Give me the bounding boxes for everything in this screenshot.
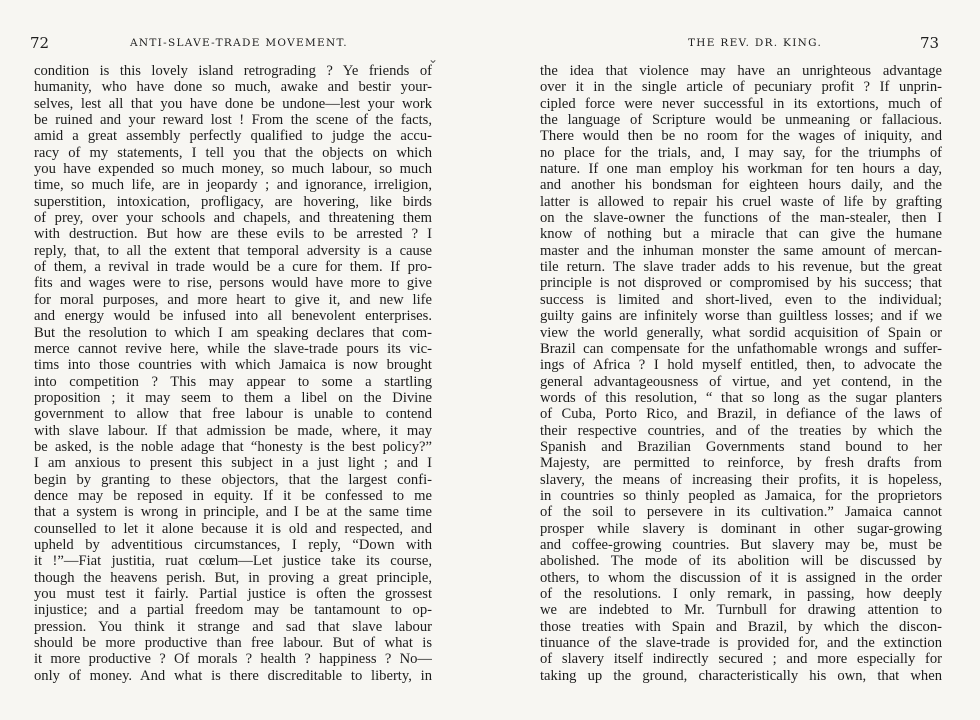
text-line: selves, lest all that you have done be undone—lest your work: [34, 95, 432, 112]
text-line: view the world generally, what sordid acquisition of Spain or: [540, 324, 942, 341]
text-line: and energy would be infused into all benevolent enterprises.: [34, 308, 432, 325]
text-line: be ruined and your reward lost ! From the scene of the facts,: [34, 112, 432, 129]
text-line: the idea that violence may have an unrighteous advantage: [540, 63, 942, 79]
text-line: There would then be no room for the wages of iniquity, and: [540, 128, 942, 145]
text-line: words of this resolution, “ that so long as the sugar planters: [540, 389, 942, 406]
text-line: though the heavens perish. But, in proving a great principle,: [34, 569, 432, 586]
text-line: counselled to let it alone because it is old and respected, and: [34, 520, 432, 537]
text-line: injustice; and a partial freedom may be tantamount to op-: [34, 602, 432, 619]
text-line: nature. If one man employ his workman for ten hours a day,: [540, 161, 942, 178]
text-line: with slave labour. If that admission be made, where, it may: [34, 422, 432, 439]
text-line: we are indebted to Mr. Turnbull for drawing attention to: [540, 602, 942, 619]
text-line: ings of Africa ? I hold myself entitled, then, to advocate the: [540, 357, 942, 374]
text-line: fits and wages were to rise, persons would have more to give: [34, 275, 432, 292]
text-line: others, to whom the discussion of it is assigned in the order: [540, 569, 942, 586]
text-line: you must test it fairly. Partial justice is often the grossest: [34, 586, 432, 602]
text-line: should be more productive than free labour. But of what is: [34, 635, 432, 652]
text-line: But the resolution to which I am speaking declares that com-: [34, 324, 432, 341]
text-line: guilty gains are infinitely worse than guiltless losses; and if we: [540, 308, 942, 325]
text-line: that a system is wrong in principle, and I be at the same time: [34, 504, 432, 521]
text-line: taking up the ground, characteristically his own, that when: [540, 667, 942, 684]
text-line: condition is this lovely island retrograding ? Ye friends of: [34, 63, 432, 79]
text-line: upheld by adventitious circumstances, I reply, “Down with: [34, 536, 432, 553]
text-line: of prey, over your schools and chapels, and threatening them: [34, 210, 432, 227]
text-line: I am anxious to present this subject in a just light ; and I: [34, 455, 432, 472]
text-line: of them, a revival in trade would be a cure for them. If pro-: [34, 259, 432, 276]
right-page-text: [540, 63, 942, 684]
text-line: cipled force were never successful in its extortions, much of: [540, 95, 942, 112]
text-line: of the soil to persevere in its cultivation.” Jamaica cannot: [540, 504, 942, 521]
text-line: for moral purposes, and more heart to give it, and new life: [34, 291, 432, 308]
text-line: of slavery itself indirectly secured ; and more especially for: [540, 651, 942, 668]
text-line: it !”—Fiat justitia, ruat cœlum—Let justice take its course,: [34, 553, 432, 570]
text-line: merce cannot revive here, while the slave-trade pours its vic-: [34, 340, 432, 357]
text-line: racy of my statements, I tell you that the objects on which: [34, 144, 432, 161]
text-line: tinuance of the slave-trade is provided for, and the extinction: [540, 635, 942, 652]
text-line: principle is not disproved or compromised by his success; that: [540, 275, 942, 292]
text-line: Brazil can compensate for the unfathomable wrongs and suffer-: [540, 340, 942, 357]
text-line: you have expended so much money, so much labour, so much: [34, 161, 432, 178]
text-line: pression. You think it strange and sad that slave labour: [34, 618, 432, 635]
text-line: dence may be reposed in equity. If it be confessed to me: [34, 487, 432, 504]
text-line: general advantageousness of virtue, and yet contend, in the: [540, 373, 942, 390]
text-line: and another his bondsman for eighteen hours daily, and the: [540, 177, 942, 194]
text-line: reply, that, to all the extent that temporal adversity is a cause: [34, 242, 432, 259]
left-page-number: 72: [30, 34, 50, 52]
text-line: latter is allowed to repair his cruel waste of life by grafting: [540, 193, 942, 210]
text-line: success is limited and short-lived, even to the individual;: [540, 291, 942, 308]
right-page: [490, 0, 980, 720]
right-page-number: 73: [920, 34, 940, 52]
text-line: tile return. The slave trader adds to his revenue, but the great: [540, 259, 942, 276]
left-page-text: [34, 63, 432, 684]
text-line: into competition ? This may appear to some a startling: [34, 373, 432, 390]
text-line: government to allow that free labour is unable to contend: [34, 406, 432, 423]
text-line: of Cuba, Porto Rico, and Brazil, in defiance of the laws of: [540, 406, 942, 423]
text-line: only of money. And what is there discreditable to liberty, in: [34, 667, 432, 684]
text-line: the language of Scripture would be unmeaning or fallacious.: [540, 112, 942, 129]
text-line: their respective countries, and of the treaties by which the: [540, 422, 942, 439]
text-line: Majesty, are permitted to reinforce, by fresh drafts from: [540, 455, 942, 472]
text-line: humanity, who have done so much, awake and bestir your-: [34, 79, 432, 96]
left-running-head: ANTI-SLAVE-TRADE MOVEMENT.: [130, 37, 348, 49]
ink-mark: ⌄: [428, 52, 439, 66]
text-line: slavery, the means of increasing their profits, it is hopeless,: [540, 471, 942, 488]
text-line: with destruction. But how are these evils to be arrested ? I: [34, 226, 432, 243]
text-line: no place for the trials, and, I may say, for the triumphs of: [540, 144, 942, 161]
text-line: abolished. The mode of its abolition will be discussed by: [540, 553, 942, 570]
text-line: over it in the single article of pecuniary profit ? If unprin-: [540, 79, 942, 96]
text-line: on the slave-owner the functions of the man-stealer, then I: [540, 210, 942, 227]
text-line: and coffee-growing countries. But slavery may be, must be: [540, 536, 942, 553]
text-line: prosper while slavery is dominant in other sugar-growing: [540, 520, 942, 537]
text-line: proposition ; it may seem to them a libel on the Divine: [34, 389, 432, 406]
text-line: time, so much life, are in jeopardy ; and ignorance, irreligion,: [34, 177, 432, 194]
text-line: begin by granting to these objectors, that the largest confi-: [34, 471, 432, 488]
text-line: be asked, is the noble adage that “honesty is the best policy?”: [34, 438, 432, 455]
text-line: amid a great assembly perfectly qualified to judge the accu-: [34, 128, 432, 145]
right-running-head: THE REV. DR. KING.: [688, 37, 823, 49]
text-line: master and the inhuman monster the same amount of mercan-: [540, 242, 942, 259]
text-line: those treaties with Spain and Brazil, by which the discon-: [540, 618, 942, 635]
text-line: superstition, intoxication, profligacy, are hovering, like birds: [34, 193, 432, 210]
text-line: Spanish and Brazilian Governments stand bound to her: [540, 438, 942, 455]
text-line: in countries so thinly peopled as Jamaica, for the proprietors: [540, 487, 942, 504]
text-line: it more productive ? Of morals ? health ? happiness ? No—: [34, 651, 432, 668]
text-line: of the resolutions. I only remark, in passing, how deeply: [540, 586, 942, 602]
text-line: know of nothing but a miracle that can give the humane: [540, 226, 942, 243]
text-line: tims into those countries with which Jamaica is now brought: [34, 357, 432, 374]
